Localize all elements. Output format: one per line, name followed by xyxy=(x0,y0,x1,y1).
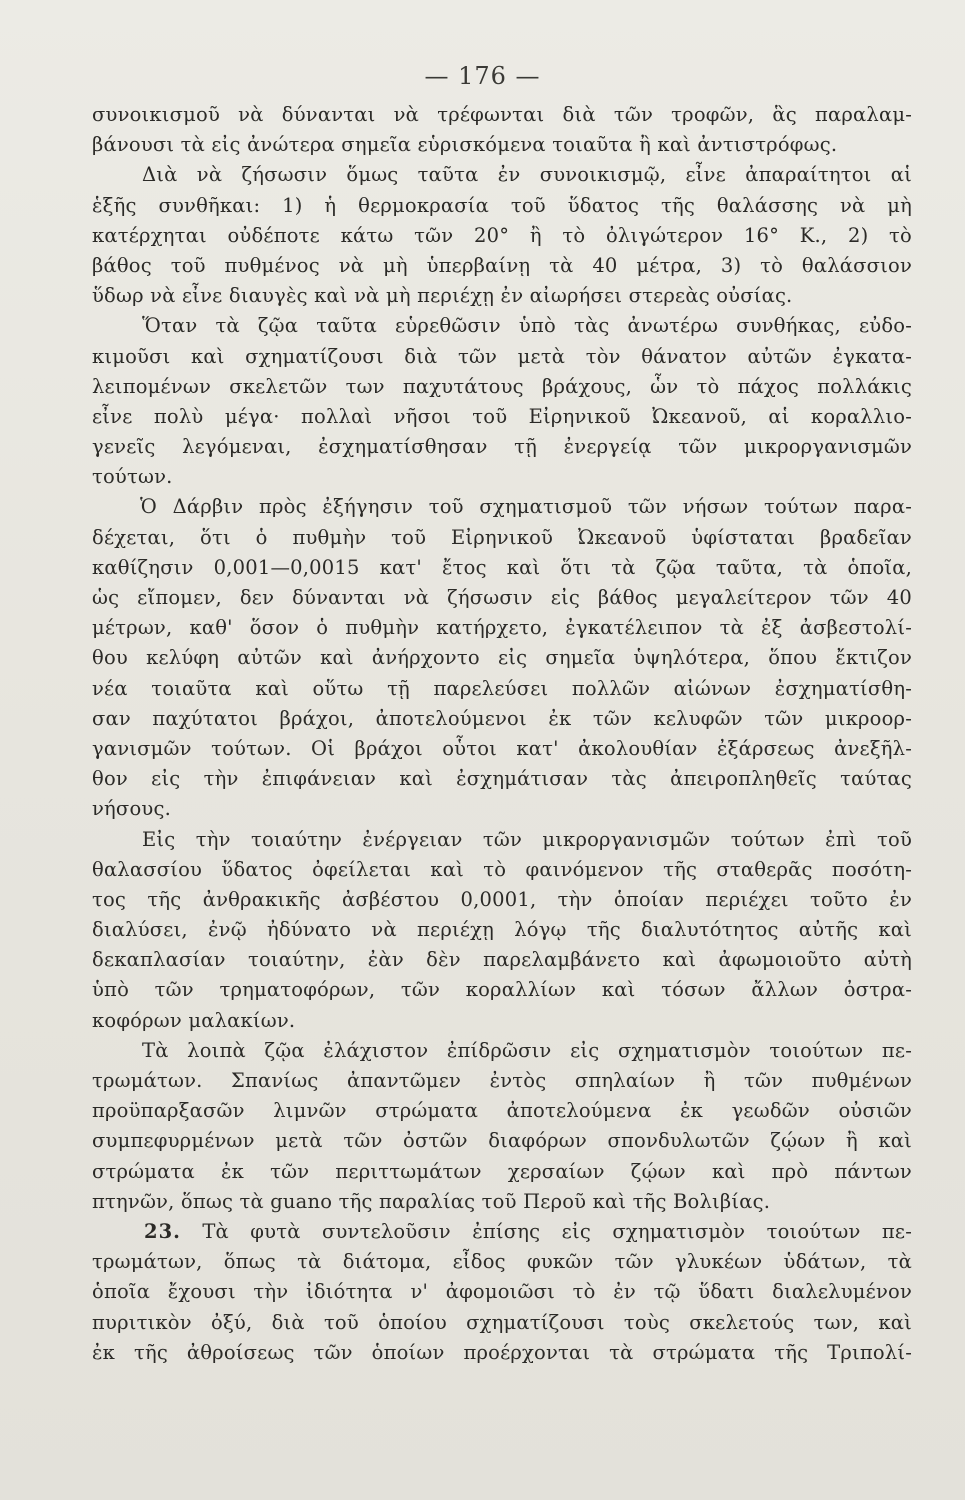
line-text: κιμοῦσι καὶ σχηματίζουσι διὰ τῶν μετὰ τὸν θάνατον αὐτῶν ἐγκατα- xyxy=(92,344,912,368)
text-line xyxy=(92,1006,912,1036)
line-text: προϋπαρξασῶν λιμνῶν στρώματα ἀποτελούμενα ἐκ γεωδῶν οὐσιῶν xyxy=(92,1099,912,1123)
text-line xyxy=(92,855,912,885)
text-line xyxy=(92,825,912,855)
line-text: κατέρχηται οὐδέποτε κάτω τῶν 20° ἢ τὸ ὀλιγώτερον 16° Κ., 2) τὸ xyxy=(92,223,912,247)
text-line xyxy=(92,492,912,522)
line-text: θον εἰς τὴν ἐπιφάνειαν καὶ ἐσχημάτισαν τὰς ἀπειροπληθεῖς ταύτας xyxy=(92,767,912,791)
text-line xyxy=(92,643,912,673)
line-text: Διὰ νὰ ζήσωσιν ὅμως ταῦτα ἐν συνοικισμῷ, εἶνε ἀπαραίτητοι αἱ xyxy=(142,163,912,187)
text-line xyxy=(92,1338,912,1368)
line-text: Τὰ λοιπὰ ζῷα ἐλάχιστον ἐπίδρῶσιν εἰς σχηματισμὸν τοιούτων πε- xyxy=(142,1038,912,1062)
line-text: τούτων. xyxy=(92,465,173,489)
text-line xyxy=(92,975,912,1005)
section-number: 23. xyxy=(144,1219,181,1243)
line-text: γανισμῶν τούτων. Οἱ βράχοι οὗτοι κατ' ἀκολουθίαν ἐξάρσεως ἀνεξῆλ- xyxy=(92,736,912,760)
page-number: — 176 — xyxy=(424,62,541,90)
line-text: γενεῖς λεγόμεναι, ἐσχηματίσθησαν τῇ ἐνεργείᾳ τῶν μικροργανισμῶν xyxy=(92,435,912,459)
text-line xyxy=(92,1126,912,1156)
text-line xyxy=(92,583,912,613)
text-line xyxy=(92,704,912,734)
text-line xyxy=(92,945,912,975)
line-text: ἑξῆς συνθῆκαι: 1) ἡ θερμοκρασία τοῦ ὕδατος τῆς θαλάσσης νὰ μὴ xyxy=(92,193,912,217)
line-text: νέα τοιαῦτα καὶ οὕτω τῇ παρελεύσει πολλῶν αἰώνων ἐσχηματίσθη- xyxy=(92,676,912,700)
line-text: ἐκ τῆς ἀθροίσεως τῶν ὁποίων προέρχονται τὰ στρώματα τῆς Τριπολί- xyxy=(92,1340,912,1364)
line-text: δεκαπλασίαν τοιαύτην, ἐὰν δὲν παρελαμβάνετο καὶ ἀφωμοιοῦτο αὐτὴ xyxy=(92,948,912,972)
line-text: Ὁ Δάρβιν πρὸς ἐξήγησιν τοῦ σχηματισμοῦ τῶν νήσων τούτων παρα- xyxy=(140,495,912,519)
text-line xyxy=(92,402,912,432)
line-text: εἶνε πολὺ μέγα· πολλαὶ νῆσοι τοῦ Εἰρηνικοῦ Ὠκεανοῦ, αἱ κοραλλιο- xyxy=(92,404,912,428)
text-line xyxy=(92,191,912,221)
text-line xyxy=(92,432,912,462)
text-line xyxy=(92,100,912,130)
text-line xyxy=(92,1096,912,1126)
text-line xyxy=(92,281,912,311)
text-line xyxy=(92,1308,912,1338)
text-line xyxy=(92,764,912,794)
text-line xyxy=(92,734,912,764)
text-line xyxy=(92,130,912,160)
body-text xyxy=(92,100,912,1368)
line-text: συμπεφυρμένων μετὰ τῶν ὀστῶν διαφόρων σπονδυλωτῶν ζῴων ἢ καὶ xyxy=(92,1129,912,1153)
text-line xyxy=(92,674,912,704)
line-text: Τὰ φυτὰ συντελοῦσιν ἐπίσης εἰς σχηματισμὸν τοιούτων πε- xyxy=(202,1219,912,1243)
line-text: κοφόρων μαλακίων. xyxy=(92,1008,296,1032)
line-text: βάνουσι τὰ εἰς ἀνώτερα σημεῖα εὑρισκόμενα τοιαῦτα ἢ καὶ ἀντιστρόφως. xyxy=(92,133,838,157)
text-line xyxy=(92,462,912,492)
text-line xyxy=(92,1036,912,1066)
line-text: μέτρων, καθ' ὅσον ὁ πυθμὴν κατήρχετο, ἐγκατέλειπον τὰ ἐξ ἀσβεστολί- xyxy=(92,616,912,640)
line-text: δέχεται, ὅτι ὁ πυθμὴν τοῦ Εἰρηνικοῦ Ὠκεανοῦ ὑφίσταται βραδεῖαν xyxy=(92,525,912,549)
line-text: καθίζησιν 0,001—0,0015 κατ' ἔτος καὶ ὅτι τὰ ζῷα ταῦτα, τὰ ὁποῖα, xyxy=(92,555,912,579)
text-line xyxy=(92,1157,912,1187)
line-text: συνοικισμοῦ νὰ δύνανται νὰ τρέφωνται διὰ τῶν τροφῶν, ἃς παραλαμ- xyxy=(92,103,912,126)
text-line xyxy=(92,915,912,945)
text-line xyxy=(92,553,912,583)
line-text: πτηνῶν, ὅπως τὰ guano τῆς παραλίας τοῦ Περοῦ καὶ τῆς Βολιβίας. xyxy=(92,1189,771,1213)
line-text: λειπομένων σκελετῶν των παχυτάτους βράχους, ὧν τὸ πάχος πολλάκις xyxy=(92,374,912,398)
text-line xyxy=(92,221,912,251)
line-text: ὑπὸ τῶν τρηματοφόρων, τῶν κοραλλίων καὶ τόσων ἄλλων ὀστρα- xyxy=(92,978,912,1002)
text-line xyxy=(92,311,912,341)
text-line xyxy=(92,885,912,915)
line-text: θαλασσίου ὕδατος ὀφείλεται καὶ τὸ φαινόμενον τῆς σταθερᾶς ποσότη- xyxy=(92,857,912,881)
line-text: ὕδωρ νὰ εἶνε διαυγὲς καὶ νὰ μὴ περιέχῃ ἐν αἰωρήσει στερεὰς οὐσίας. xyxy=(92,284,793,308)
text-line xyxy=(92,794,912,824)
line-text: στρώματα ἐκ τῶν περιττωμάτων χερσαίων ζῴων καὶ πρὸ πάντων xyxy=(92,1159,912,1183)
line-text: βάθος τοῦ πυθμένος νὰ μὴ ὑπερβαίνῃ τὰ 40 μέτρα, 3) τὸ θαλάσσιον xyxy=(92,253,912,277)
line-text: τρωμάτων, ὅπως τὰ διάτομα, εἶδος φυκῶν τῶν γλυκέων ὑδάτων, τὰ xyxy=(92,1250,912,1274)
text-line xyxy=(92,160,912,190)
line-text: πυριτικὸν ὀξύ, διὰ τοῦ ὁποίου σχηματίζουσι τοὺς σκελετούς των, καὶ xyxy=(92,1310,912,1334)
line-text: Ὅταν τὰ ζῷα ταῦτα εὑρεθῶσιν ὑπὸ τὰς ἀνωτέρω συνθήκας, εὐδο- xyxy=(142,314,912,338)
line-text: ὡς εἴπομεν, δεν δύνανται νὰ ζήσωσιν εἰς βάθος μεγαλείτερον τῶν 40 xyxy=(92,586,912,609)
line-text: τος τῆς ἀνθρακικῆς ἀσβέστου 0,0001, τὴν ὁποίαν περιέχει τοῦτο ἐν xyxy=(92,887,912,911)
text-line xyxy=(92,1187,912,1217)
text-line xyxy=(92,1066,912,1096)
text-line xyxy=(92,1247,912,1277)
line-text: Εἰς τὴν τοιαύτην ἐνέργειαν τῶν μικροργανισμῶν τούτων ἐπὶ τοῦ xyxy=(142,827,912,851)
line-text: διαλύσει, ἐνῷ ἠδύνατο νὰ περιέχῃ λόγῳ τῆς διαλυτότητος αὐτῆς καὶ xyxy=(92,918,912,942)
line-text: νήσους. xyxy=(92,797,171,821)
line-text: τρωμάτων. Σπανίως ἀπαντῶμεν ἐντὸς σπηλαίων ἢ τῶν πυθμένων xyxy=(92,1069,912,1092)
text-line xyxy=(92,1217,912,1247)
line-text: ὁποῖα ἔχουσι τὴν ἰδιότητα ν' ἀφομοιῶσι τὸ ἐν τῷ ὕδατι διαλελυμένον xyxy=(92,1280,912,1304)
text-line xyxy=(92,1277,912,1307)
text-line xyxy=(92,613,912,643)
text-line xyxy=(92,372,912,402)
text-line xyxy=(92,251,912,281)
text-line xyxy=(92,523,912,553)
line-text: θου κελύφη αὐτῶν καὶ ἀνήρχοντο εἰς σημεῖα ὑψηλότερα, ὅπου ἔκτιζον xyxy=(92,646,912,670)
line-text: σαν παχύτατοι βράχοι, ἀποτελούμενοι ἐκ τῶν κελυφῶν τῶν μικροορ- xyxy=(92,706,912,730)
text-line xyxy=(92,342,912,372)
